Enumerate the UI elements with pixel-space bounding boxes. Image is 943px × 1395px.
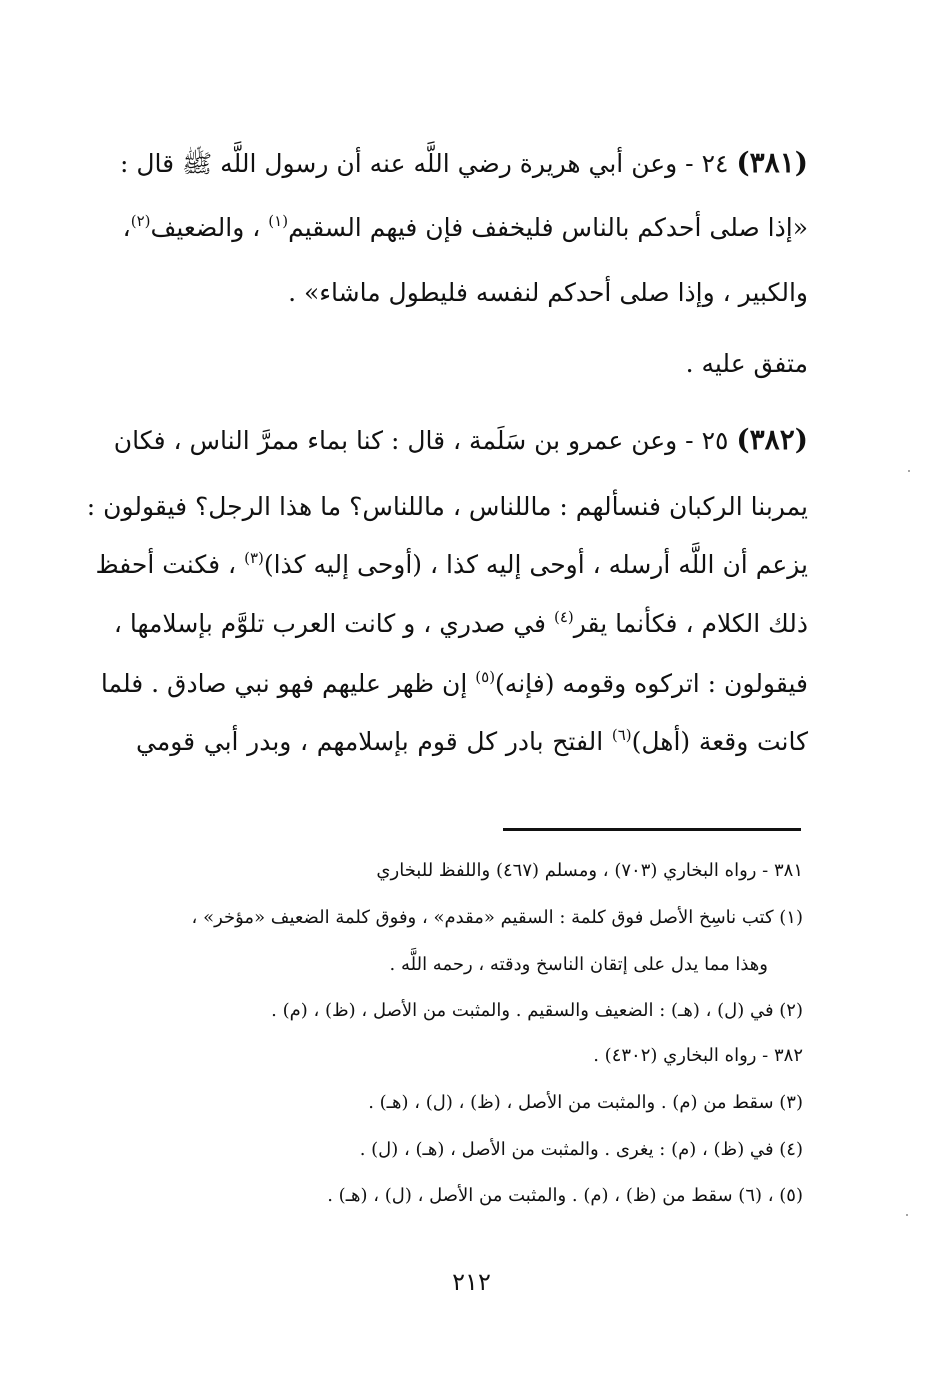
footnote-ref-1: (١)	[268, 212, 289, 230]
footnote-source-382: ٣٨٢ - رواه البخاري (٤٣٠٢) .	[593, 1045, 803, 1066]
footnote-ref-2: (٢)	[130, 212, 151, 230]
footnote-ref-6: (٦)	[611, 726, 632, 744]
hadith-382-line-3	[95, 545, 808, 588]
footnote-source-381: ٣٨١ - رواه البخاري (٧٠٣) ، ومسلم (٤٦٧) واللفظ للبخاري	[376, 860, 803, 881]
hadith-382-text-5b: إن ظهر عليهم فهو نبي صادق . فلما	[100, 669, 468, 698]
footnote-ref-4: (٤)	[553, 608, 574, 626]
hadith-382-text-4a: ذلك الكلام ، فكأنما يقر	[573, 609, 808, 638]
hadith-382-line-1	[113, 420, 808, 461]
hadith-381-line-1	[119, 143, 808, 184]
hadith-381-line-3: والكبير ، وإذا صلى أحدكم لنفسه فليطول ماشاء» .	[288, 278, 808, 307]
hadith-381-number: (٣٨١)	[736, 146, 808, 179]
hadith-382-text-3b: ، فكنت أحفظ	[95, 550, 237, 579]
hadith-382-text-6b: الفتح بادر كل قوم بإسلامهم ، وبدر أبي قومي	[136, 727, 604, 756]
hadith-382-line-2: يمربنا الركبان فنسألهم : ماللناس ، ماللناس؟ ما هذا الرجل؟ فيقولون :	[86, 492, 808, 521]
hadith-382-text-4b: في صدري ، و كانت العرب تلوَّم بإسلامها ،	[113, 609, 547, 638]
page-number: ٢١٢	[452, 1268, 491, 1296]
hadith-382-text-6a: كانت وقعة (أهل)	[631, 727, 808, 756]
scan-speck	[906, 1214, 908, 1216]
hadith-381-text-2b: ، والضعيف	[150, 213, 261, 242]
hadith-382-number: (٣٨٢)	[736, 423, 808, 456]
footnote-2: (٢) في (ل) ، (هـ) : الضعيف والسقيم . والمثبت من الأصل ، (ظ) ، (م) .	[271, 1000, 803, 1021]
hadith-381-text-2a: «إذا صلى أحدكم بالناس فليخفف فإن فيهم السقيم	[288, 213, 808, 242]
footnote-ref-3: (٣)	[244, 549, 264, 567]
footnote-5-6: (٥) ، (٦) سقط من (ظ) ، (م) . والمثبت من الأصل ، (ل) ، (هـ) .	[327, 1185, 803, 1206]
footnote-separator	[503, 828, 801, 831]
hadith-382-text-5a: فيقولون : اتركوه وقومه (فإنه)	[495, 669, 808, 698]
hadith-381-line-2	[122, 208, 808, 251]
footnote-ref-5: (٥)	[475, 668, 496, 686]
hadith-382-text-3a: يزعم أن اللَّه أرسله ، أوحى إليه كذا ، (أوحى إليه كذا)	[263, 550, 808, 579]
footnote-1-continued: وهذا مما يدل على إتقان الناسخ ودقته ، رحمه اللَّه .	[389, 954, 768, 975]
hadith-381-grading: متفق عليه .	[685, 349, 808, 378]
hadith-382-line-6	[136, 722, 808, 765]
footnote-4: (٤) في (ظ) ، (م) : يغرى . والمثبت من الأصل ، (هـ) ، (ل) .	[359, 1139, 803, 1160]
footnote-1: (١) كتب ناسِخ الأصل فوق كلمة : السقيم «مقدم» ، وفوق كلمة الضعيف «مؤخر» ،	[191, 907, 803, 928]
hadith-382-line-5	[100, 664, 808, 707]
scan-speck	[908, 470, 910, 472]
hadith-381-text-2c: ،	[122, 213, 131, 242]
hadith-381-text-1: ٢٤ - وعن أبي هريرة رضي اللَّه عنه أن رسول اللَّه ﷺ قال :	[119, 149, 729, 178]
hadith-382-text-1: ٢٥ - وعن عمرو بن سَلَمة ، قال : كنا بماء ممرَّ الناس ، فكان	[113, 426, 729, 455]
footnote-3: (٣) سقط من (م) . والمثبت من الأصل ، (ظ) ، (ل) ، (هـ) .	[368, 1092, 803, 1113]
hadith-382-line-4	[113, 604, 808, 647]
